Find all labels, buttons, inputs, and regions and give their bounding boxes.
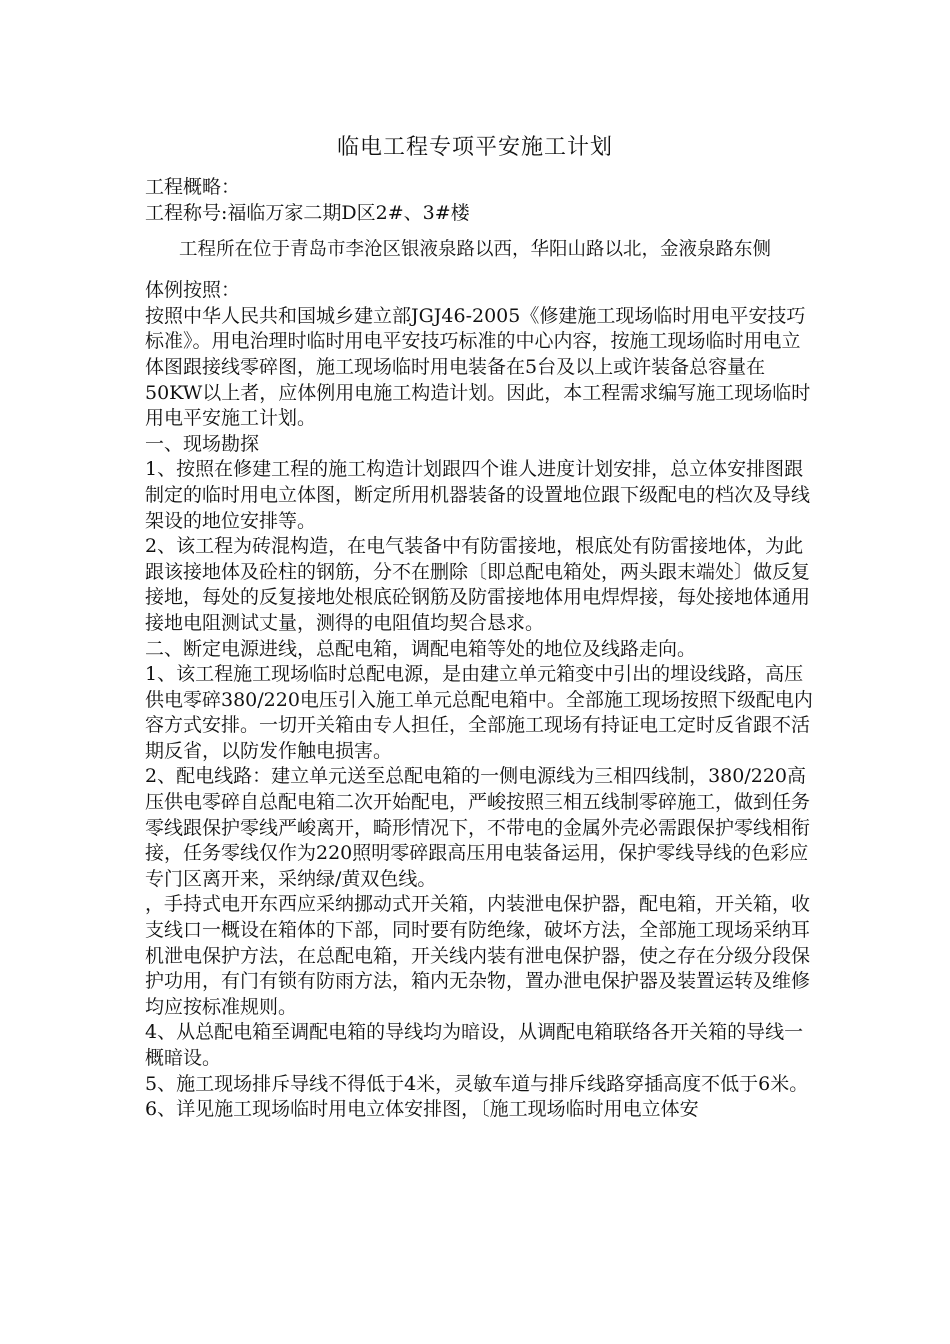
paragraph-routing-item-3: ，手持式电开东西应采纳挪动式开关箱，内装泄电保护器，配电箱，开关箱，收支线口一概设在箱体的下部，同时要有防绝缘，破坏方法，全部施工现场采纳耳机泄电保护方法，在总配电箱，开关线内装有泄电保护器，使之存在分级分段保护功用，有门有锁有防雨方法，箱内无杂物，置办泄电保护器及装置运转及维修均应按标准规则。	[145, 893, 811, 1018]
paragraph-routing-item-6: 6、详见施工现场临时用电立体安排图，〔施工现场临时用电立体安	[145, 1098, 699, 1121]
paragraph-basis-heading: 体例按照：	[145, 279, 241, 302]
paragraph-project-overview-heading: 工程概略：	[145, 176, 241, 198]
paragraph-survey-item-2: 2、该工程为砖混构造，在电气装备中有防雷接地，根底处有防雷接地体，为此跟该接地体及砼柱的钢筋，分不在删除〔即总配电箱处，两头跟末端处〕做反复接地，每处的反复接地处根底砼钢筋及防雷接地体用电焊焊接，每处接地体通用接地电阻测试丈量，测得的电阻值均契合恳求。	[145, 535, 811, 634]
paragraph-routing-item-2: 2、配电线路：建立单元送至总配电箱的一侧电源线为三相四线制，380/220高压供电零碎自总配电箱二次开始配电，严峻按照三相五线制零碎施工，做到任务零线跟保护零线严峻离开，畸形情况下，不带电的金属外壳必需跟保护零线相衔接，任务零线仅作为220照明零碎跟高压用电装备运用，保护零线导线的色彩应专门区离开来，采纳绿/黄双色线。	[145, 765, 811, 890]
paragraph-routing-item-5: 5、施工现场排斥导线不得低于4米，灵敏车道与排斥线路穿插高度不低于6米。	[145, 1072, 809, 1095]
paragraph-basis-body: 按照中华人民共和国城乡建立部JGJ46-2005《修建施工现场临时用电平安技巧标准》。用电治理时临时用电平安技巧标准的中心内容，按施工现场临时用电立体图跟接线零碎图，施工现场临时用电装备在5台及以上或许装备总容量在50KW以上者，应体例用电施工构造计划。因此，本工程需求编写施工现场临时用电平安施工计划。	[145, 304, 811, 430]
paragraph-routing-item-4: 4、从总配电箱至调配电箱的导线均为暗设，从调配电箱联络各开关箱的导线一概暗设。	[145, 1021, 804, 1069]
paragraph-routing-item-1: 1、该工程施工现场临时总配电源，是由建立单元箱变中引出的埋设线路，高压供电零碎380/220电压引入施工单元总配电箱中。全部施工现场按照下级配电内容方式安排。一切开关箱由专人担任，全部施工现场有持证电工定时反省跟不活期反省，以防发作触电损害。	[145, 663, 813, 762]
paragraph-project-location: 工程所在位于青岛市李沧区银液泉路以西，华阳山路以北，金液泉路东侧	[179, 239, 772, 261]
section-heading-site-survey: 一、现场勘探	[145, 432, 260, 455]
document-body	[145, 175, 813, 1123]
document-title: 临电工程专项平安施工计划	[336, 135, 613, 160]
paragraph-survey-item-1: 1、按照在修建工程的施工构造计划跟四个谁人进度计划安排，总立体安排图跟制定的临时用电立体图，断定所用机器装备的设置地位跟下级配电的档次及导线架设的地位安排等。	[145, 458, 811, 532]
section-heading-power-routing: 二、断定电源进线，总配电箱，调配电箱等处的地位及线路走向。	[145, 637, 697, 660]
paragraph-project-name: 工程称号:福临万家二期D区2#、3#楼	[145, 201, 470, 224]
